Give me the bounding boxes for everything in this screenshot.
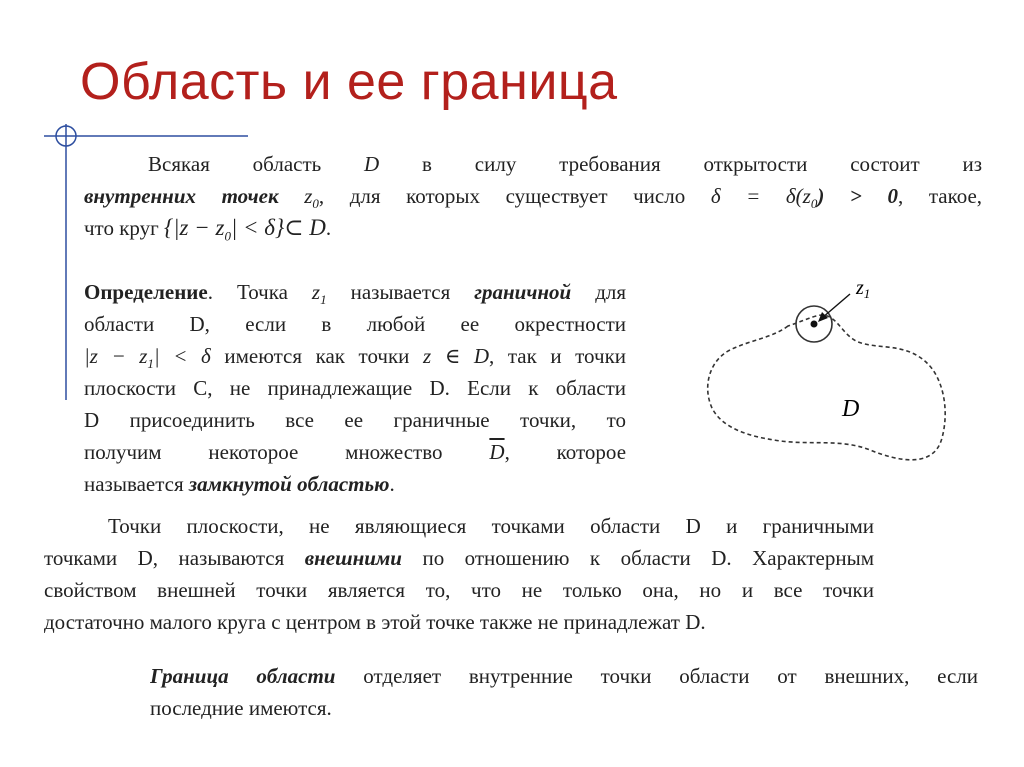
p1-text: Всякая область <box>148 152 322 176</box>
p1-line-1 <box>84 148 982 180</box>
p3-text: точками D, называются <box>44 546 285 570</box>
p2-formula-neighborhood-end: | < δ <box>153 344 211 368</box>
p1-symbol-z0: z <box>304 184 313 208</box>
p1-line-2 <box>84 180 982 212</box>
p2-text: , так и точки <box>489 344 626 368</box>
p2-line-3 <box>84 340 626 372</box>
paragraph-boundary <box>150 660 978 724</box>
p2-text: для <box>595 280 626 304</box>
p2-text: , которое <box>504 440 626 464</box>
p1-text: в силу требования открытости состоит из <box>422 152 982 176</box>
label-z1: $z_1$ <box>856 277 871 301</box>
p1-line-3 <box>84 212 982 244</box>
term-region-boundary: Граница области <box>150 664 336 688</box>
p2-text: называется <box>84 472 184 496</box>
term-boundary: граничной <box>474 280 572 304</box>
p2-text: имеются как точки <box>224 344 410 368</box>
p2-subscript: 1 <box>320 292 327 308</box>
p2-line-4: плоскости C, не принадлежащие D. Если к области <box>84 376 626 400</box>
p1-text: что круг <box>84 216 159 240</box>
p3-line-3: свойством внешней точки является то, что не только она, но и все точки <box>44 578 874 602</box>
p3-line-4: достаточно малого круга с центром в этой точке также не принадлежат D. <box>44 610 706 634</box>
paragraph-exterior-points <box>44 510 874 638</box>
p2-text: . Точка <box>207 280 288 304</box>
p2-text: . <box>389 472 395 496</box>
p1-text: . <box>325 216 332 240</box>
boundary-point-z1 <box>811 321 818 328</box>
term-closed-region: замкнутой областью <box>188 472 390 496</box>
paragraph-interior-points <box>84 148 982 244</box>
label-region-d: D <box>842 396 860 422</box>
p1-subscript: 0 <box>224 228 231 244</box>
p2-subscript: 1 <box>147 356 154 372</box>
p1-formula-disk: {|z − z <box>164 215 225 240</box>
paragraph-definition <box>84 276 626 500</box>
p1-subscript: 0 <box>810 196 818 212</box>
region-diagram <box>690 268 960 478</box>
p4-line-2: последние имеются. <box>150 696 332 720</box>
p2-line-2: области D, если в любой ее окрестности <box>84 312 626 336</box>
term-definition: Определение <box>84 280 208 304</box>
p2-line-7 <box>84 468 626 500</box>
term-exterior: внешними <box>304 546 402 570</box>
p4-text: отделяет внутренние точки области от внешних, если <box>363 664 978 688</box>
p1-formula-disk-end: | < δ}⊂ D <box>230 215 326 240</box>
p3-text: по отношению к области D. Характерным <box>422 546 874 570</box>
p1-text: , такое, <box>897 184 982 208</box>
p1-text: , для которых существует число <box>318 184 686 208</box>
p4-line-1 <box>150 660 978 692</box>
p2-text: получим некоторое множество <box>84 440 443 464</box>
p2-line-6 <box>84 436 626 468</box>
p1-formula-delta: δ = δ(z <box>710 184 811 208</box>
p2-symbol-z1: z <box>311 280 321 304</box>
p2-line-5: D присоединить все ее граничные точки, то <box>84 408 626 432</box>
p3-line-2 <box>44 542 874 574</box>
p2-symbol-closure: $\overline{D}$ <box>489 440 505 464</box>
p1-symbol-d: D <box>364 152 380 176</box>
p2-formula-neighborhood: |z − z <box>84 344 148 368</box>
p2-formula-member: z ∈ D <box>423 344 490 368</box>
page-title: Область и ее граница <box>80 53 618 111</box>
pointer-arrow <box>822 294 850 318</box>
p2-text: называется <box>350 280 451 304</box>
p1-subscript: 0 <box>312 196 319 212</box>
p2-line-1 <box>84 276 626 308</box>
p3-line-1: Точки плоскости, не являющиеся точками области D и граничными <box>108 514 874 538</box>
p1-formula-delta-end: ) > 0 <box>817 184 898 208</box>
term-interior-points: внутренних точек <box>84 184 279 208</box>
